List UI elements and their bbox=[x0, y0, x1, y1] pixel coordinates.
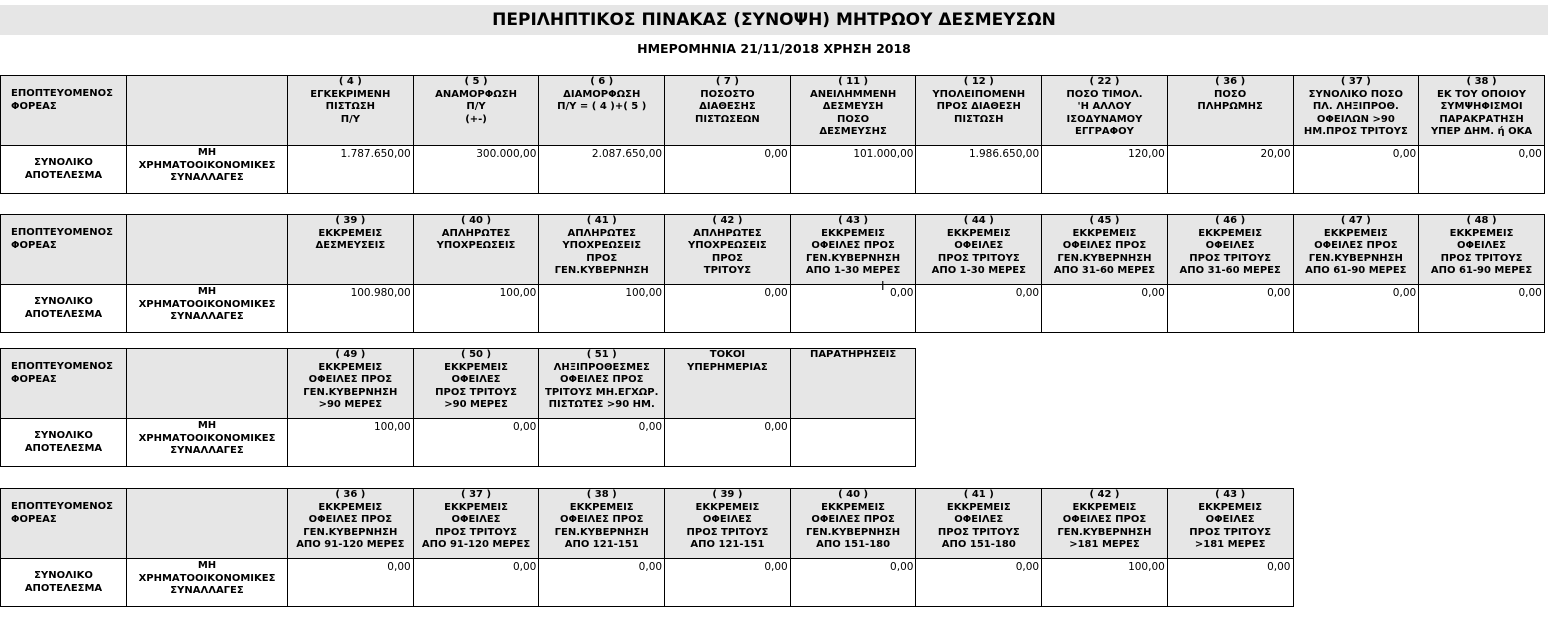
row-label-synoliko: ΣΥΝΟΛΙΚΟ ΑΠΟΤΕΛΕΣΜΑ bbox=[1, 559, 127, 607]
column-header: ( 43 ) ΕΚΚΡΕΜΕΙΣ ΟΦΕΙΛΕΣ ΠΡΟΣ ΓΕΝ.ΚΥΒΕΡΝΗΣΗ ΑΠΟ 1-30 ΜΕΡΕΣ bbox=[790, 215, 916, 285]
column-header: ( 37 ) ΕΚΚΡΕΜΕΙΣ ΟΦΕΙΛΕΣ ΠΡΟΣ ΤΡΙΤΟΥΣ ΑΠΟ 91-120 ΜΕΡΕΣ bbox=[413, 489, 539, 559]
row-label-synoliko: ΣΥΝΟΛΙΚΟ ΑΠΟΤΕΛΕΣΜΑ bbox=[1, 285, 127, 333]
column-header: ( 42 ) ΕΚΚΡΕΜΕΙΣ ΟΦΕΙΛΕΣ ΠΡΟΣ ΓΕΝ.ΚΥΒΕΡΝΗΣΗ >181 ΜΕΡΕΣ bbox=[1042, 489, 1168, 559]
column-header: ( 45 ) ΕΚΚΡΕΜΕΙΣ ΟΦΕΙΛΕΣ ΠΡΟΣ ΓΕΝ.ΚΥΒΕΡΝΗΣΗ ΑΠΟ 31-60 ΜΕΡΕΣ bbox=[1042, 215, 1168, 285]
value-cell: 0,00 bbox=[665, 559, 791, 607]
value-cell: 0,00 bbox=[539, 419, 665, 467]
table-header-row bbox=[1, 489, 1294, 559]
value-cell: 0,00 bbox=[1293, 146, 1419, 194]
row-label-synoliko: ΣΥΝΟΛΙΚΟ ΑΠΟΤΕΛΕΣΜΑ bbox=[1, 419, 127, 467]
value-cell: 0,00 bbox=[1419, 285, 1545, 333]
header-foreas: ΕΠΟΠΤΕΥΟΜΕΝΟΣ ΦΟΡΕΑΣ bbox=[1, 215, 127, 285]
column-header: ΤΟΚΟΙ ΥΠΕΡΗΜΕΡΙΑΣ bbox=[665, 349, 791, 419]
column-header: ( 22 ) ΠΟΣΟ ΤΙΜΟΛ. 'Η ΑΛΛΟΥ ΙΣΟΔΥΝΑΜΟΥ ΕΓΓΡΑΦΟΥ bbox=[1042, 76, 1168, 146]
header-empty bbox=[127, 76, 288, 146]
header-foreas: ΕΠΟΠΤΕΥΟΜΕΝΟΣ ΦΟΡΕΑΣ bbox=[1, 489, 127, 559]
column-header: ( 6 ) ΔΙΑΜΟΡΦΩΣΗ Π/Υ = ( 4 )+( 5 ) bbox=[539, 76, 665, 146]
value-cell: 120,00 bbox=[1042, 146, 1168, 194]
value-cell: 100,00 bbox=[288, 419, 414, 467]
value-cell: 100,00 bbox=[539, 285, 665, 333]
column-header: ( 36 ) ΠΟΣΟ ΠΛΗΡΩΜΗΣ bbox=[1167, 76, 1293, 146]
value-cell: 0,00 bbox=[1419, 146, 1545, 194]
value-cell: 101.000,00 bbox=[790, 146, 916, 194]
value-cell: 2.087.650,00 bbox=[539, 146, 665, 194]
value-cell: 0,00 bbox=[916, 285, 1042, 333]
header-empty bbox=[127, 349, 288, 419]
value-cell: 100,00 bbox=[1042, 559, 1168, 607]
column-header: ( 43 ) ΕΚΚΡΕΜΕΙΣ ΟΦΕΙΛΕΣ ΠΡΟΣ ΤΡΙΤΟΥΣ >181 ΜΕΡΕΣ bbox=[1167, 489, 1293, 559]
table-row bbox=[1, 146, 1545, 194]
value-cell: 1.787.650,00 bbox=[288, 146, 414, 194]
header-foreas: ΕΠΟΠΤΕΥΟΜΕΝΟΣ ΦΟΡΕΑΣ bbox=[1, 349, 127, 419]
summary-table-3 bbox=[0, 348, 916, 467]
table-row bbox=[1, 285, 1545, 333]
column-header: ( 48 ) ΕΚΚΡΕΜΕΙΣ ΟΦΕΙΛΕΣ ΠΡΟΣ ΤΡΙΤΟΥΣ ΑΠΟ 61-90 ΜΕΡΕΣ bbox=[1419, 215, 1545, 285]
value-cell: 0,00 bbox=[413, 419, 539, 467]
value-cell: 0,00 bbox=[916, 559, 1042, 607]
value-cell: 0,00 bbox=[790, 285, 916, 333]
column-header: ( 41 ) ΑΠΛΗΡΩΤΕΣ ΥΠΟΧΡΕΩΣΕΙΣ ΠΡΟΣ ΓΕΝ.ΚΥΒΕΡΝΗΣΗ bbox=[539, 215, 665, 285]
row-label-category: ΜΗ ΧΡΗΜΑΤΟΟΙΚΟΝΟΜΙΚΕΣ ΣΥΝΑΛΛΑΓΕΣ bbox=[127, 419, 288, 467]
summary-table-1 bbox=[0, 75, 1545, 194]
value-cell: 0,00 bbox=[413, 559, 539, 607]
value-cell: 0,00 bbox=[665, 419, 791, 467]
summary-table-4 bbox=[0, 488, 1294, 607]
value-cell: 0,00 bbox=[790, 559, 916, 607]
column-header: ( 51 ) ΛΗΞΙΠΡΟΘΕΣΜΕΣ ΟΦΕΙΛΕΣ ΠΡΟΣ ΤΡΙΤΟΥΣ ΜΗ.ΕΓΧΩΡ. ΠΙΣΤΩΤΕΣ >90 ΗΜ. bbox=[539, 349, 665, 419]
value-cell: 0,00 bbox=[665, 146, 791, 194]
value-cell: 1.986.650,00 bbox=[916, 146, 1042, 194]
value-cell: 300.000,00 bbox=[413, 146, 539, 194]
column-header: ( 47 ) ΕΚΚΡΕΜΕΙΣ ΟΦΕΙΛΕΣ ΠΡΟΣ ΓΕΝ.ΚΥΒΕΡΝΗΣΗ ΑΠΟ 61-90 ΜΕΡΕΣ bbox=[1293, 215, 1419, 285]
value-cell: 0,00 bbox=[1167, 559, 1293, 607]
column-header: ( 4 ) ΕΓΚΕΚΡΙΜΕΝΗ ΠΙΣΤΩΣΗ Π/Υ bbox=[288, 76, 414, 146]
column-header: ( 39 ) ΕΚΚΡΕΜΕΙΣ ΟΦΕΙΛΕΣ ΠΡΟΣ ΤΡΙΤΟΥΣ ΑΠΟ 121-151 bbox=[665, 489, 791, 559]
value-cell: 0,00 bbox=[288, 559, 414, 607]
column-header: ( 38 ) ΕΚ ΤΟΥ ΟΠΟΙΟΥ ΣΥΜΨΗΦΙΣΜΟΙ ΠΑΡΑΚΡΑΤΗΣΗ ΥΠΕΡ ΔΗΜ. ή ΟΚΑ bbox=[1419, 76, 1545, 146]
table-row bbox=[1, 419, 916, 467]
column-header: ( 41 ) ΕΚΚΡΕΜΕΙΣ ΟΦΕΙΛΕΣ ΠΡΟΣ ΤΡΙΤΟΥΣ ΑΠΟ 151-180 bbox=[916, 489, 1042, 559]
value-cell: 0,00 bbox=[1293, 285, 1419, 333]
row-label-category: ΜΗ ΧΡΗΜΑΤΟΟΙΚΟΝΟΜΙΚΕΣ ΣΥΝΑΛΛΑΓΕΣ bbox=[127, 146, 288, 194]
text-cursor-icon: I bbox=[881, 279, 885, 293]
column-header: ( 11 ) ΑΝΕΙΛΗΜΜΕΝΗ ΔΕΣΜΕΥΣΗ ΠΟΣΟ ΔΕΣΜΕΥΣΗΣ bbox=[790, 76, 916, 146]
row-label-synoliko: ΣΥΝΟΛΙΚΟ ΑΠΟΤΕΛΕΣΜΑ bbox=[1, 146, 127, 194]
table-header-row bbox=[1, 349, 916, 419]
header-foreas: ΕΠΟΠΤΕΥΟΜΕΝΟΣ ΦΟΡΕΑΣ bbox=[1, 76, 127, 146]
value-cell: 20,00 bbox=[1167, 146, 1293, 194]
header-empty bbox=[127, 215, 288, 285]
value-cell: 100.980,00 bbox=[288, 285, 414, 333]
value-cell bbox=[790, 419, 916, 467]
table-row bbox=[1, 559, 1294, 607]
table-header-row bbox=[1, 76, 1545, 146]
column-header: ( 42 ) ΑΠΛΗΡΩΤΕΣ ΥΠΟΧΡΕΩΣΕΙΣ ΠΡΟΣ ΤΡΙΤΟΥΣ bbox=[665, 215, 791, 285]
column-header: ( 49 ) ΕΚΚΡΕΜΕΙΣ ΟΦΕΙΛΕΣ ΠΡΟΣ ΓΕΝ.ΚΥΒΕΡΝΗΣΗ >90 ΜΕΡΕΣ bbox=[288, 349, 414, 419]
column-header: ( 37 ) ΣΥΝΟΛΙΚΟ ΠΟΣΟ ΠΛ. ΛΗΞΙΠΡΟΘ. ΟΦΕΙΛΩΝ >90 ΗΜ.ΠΡΟΣ ΤΡΙΤΟΥΣ bbox=[1293, 76, 1419, 146]
report-date: ΗΜΕΡΟΜΗΝΙΑ 21/11/2018 ΧΡΗΣΗ 2018 bbox=[637, 41, 911, 56]
column-header: ΠΑΡΑΤΗΡΗΣΕΙΣ bbox=[790, 349, 916, 419]
column-header: ( 36 ) ΕΚΚΡΕΜΕΙΣ ΟΦΕΙΛΕΣ ΠΡΟΣ ΓΕΝ.ΚΥΒΕΡΝΗΣΗ ΑΠΟ 91-120 ΜΕΡΕΣ bbox=[288, 489, 414, 559]
page-title: ΠΕΡΙΛΗΠΤΙΚΟΣ ΠΙΝΑΚΑΣ (ΣΥΝΟΨΗ) ΜΗΤΡΩΟΥ ΔΕΣΜΕΥΣΩΝ bbox=[0, 5, 1548, 35]
value-cell: 0,00 bbox=[539, 559, 665, 607]
column-header: ( 12 ) ΥΠΟΛΕΙΠΟΜΕΝΗ ΠΡΟΣ ΔΙΑΘΕΣΗ ΠΙΣΤΩΣΗ bbox=[916, 76, 1042, 146]
value-cell: 100,00 bbox=[413, 285, 539, 333]
value-cell: 0,00 bbox=[1167, 285, 1293, 333]
value-cell: 0,00 bbox=[665, 285, 791, 333]
row-label-category: ΜΗ ΧΡΗΜΑΤΟΟΙΚΟΝΟΜΙΚΕΣ ΣΥΝΑΛΛΑΓΕΣ bbox=[127, 559, 288, 607]
column-header: ( 44 ) ΕΚΚΡΕΜΕΙΣ ΟΦΕΙΛΕΣ ΠΡΟΣ ΤΡΙΤΟΥΣ ΑΠΟ 1-30 ΜΕΡΕΣ bbox=[916, 215, 1042, 285]
column-header: ( 40 ) ΕΚΚΡΕΜΕΙΣ ΟΦΕΙΛΕΣ ΠΡΟΣ ΓΕΝ.ΚΥΒΕΡΝΗΣΗ ΑΠΟ 151-180 bbox=[790, 489, 916, 559]
column-header: ( 50 ) ΕΚΚΡΕΜΕΙΣ ΟΦΕΙΛΕΣ ΠΡΟΣ ΤΡΙΤΟΥΣ >90 ΜΕΡΕΣ bbox=[413, 349, 539, 419]
value-cell: 0,00 bbox=[1042, 285, 1168, 333]
summary-table-2 bbox=[0, 214, 1545, 333]
table-header-row bbox=[1, 215, 1545, 285]
header-empty bbox=[127, 489, 288, 559]
column-header: ( 5 ) ΑΝΑΜΟΡΦΩΣΗ Π/Υ (+-) bbox=[413, 76, 539, 146]
column-header: ( 46 ) ΕΚΚΡΕΜΕΙΣ ΟΦΕΙΛΕΣ ΠΡΟΣ ΤΡΙΤΟΥΣ ΑΠΟ 31-60 ΜΕΡΕΣ bbox=[1167, 215, 1293, 285]
column-header: ( 39 ) ΕΚΚΡΕΜΕΙΣ ΔΕΣΜΕΥΣΕΙΣ bbox=[288, 215, 414, 285]
column-header: ( 38 ) ΕΚΚΡΕΜΕΙΣ ΟΦΕΙΛΕΣ ΠΡΟΣ ΓΕΝ.ΚΥΒΕΡΝΗΣΗ ΑΠΟ 121-151 bbox=[539, 489, 665, 559]
column-header: ( 40 ) ΑΠΛΗΡΩΤΕΣ ΥΠΟΧΡΕΩΣΕΙΣ bbox=[413, 215, 539, 285]
row-label-category: ΜΗ ΧΡΗΜΑΤΟΟΙΚΟΝΟΜΙΚΕΣ ΣΥΝΑΛΛΑΓΕΣ bbox=[127, 285, 288, 333]
column-header: ( 7 ) ΠΟΣΟΣΤΟ ΔΙΑΘΕΣΗΣ ΠΙΣΤΩΣΕΩΝ bbox=[665, 76, 791, 146]
